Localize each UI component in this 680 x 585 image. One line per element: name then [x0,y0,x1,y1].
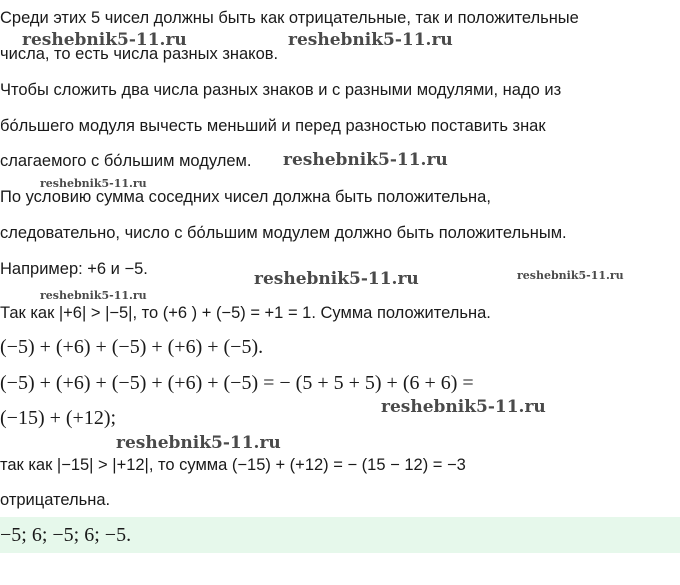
text-line: По условию сумма соседних чисел должна быть положительна, [0,188,491,206]
text-line: так как |−15| > |+12|, то сумма (−15) + (+12) = − (15 − 12) = −3 [0,456,466,474]
math-line: (−5) + (+6) + (−5) + (+6) + (−5). [0,336,264,358]
watermark: reshebnik5-11.ru [254,269,419,289]
answer-text: −5; 6; −5; 6; −5. [0,524,132,546]
math-line: (−5) + (+6) + (−5) + (+6) + (−5) = − (5 + 5 + 5) + (6 + 6) = [0,372,474,394]
watermark: reshebnik5-11.ru [283,150,448,170]
text-line: отрицательна. [0,491,111,509]
text-line: следовательно, число с бо́льшим модулем должно быть положительным. [0,224,567,242]
text-line: Чтобы сложить два числа разных знаков и с разными модулями, надо из [0,81,562,99]
text-line: бо́льшего модуля вычесть меньший и перед разностью поставить знак [0,117,546,135]
watermark: reshebnik5-11.ru [40,289,147,302]
watermark: reshebnik5-11.ru [381,397,546,417]
watermark: reshebnik5-11.ru [288,30,453,50]
watermark: reshebnik5-11.ru [517,269,624,282]
watermark: reshebnik5-11.ru [116,433,281,453]
text-line: числа, то есть числа разных знаков. [0,45,279,63]
watermark: reshebnik5-11.ru [22,30,187,50]
text-line: Например: +6 и −5. [0,260,148,278]
watermark: reshebnik5-11.ru [40,177,147,190]
text-line: Так как |+6| > |−5|, то (+6 ) + (−5) = +1 = 1. Сумма положительна. [0,304,491,322]
text-line: Среди этих 5 чисел должны быть как отрицательные, так и положительные [0,9,579,27]
math-line: (−15) + (+12); [0,407,117,429]
text-line: слагаемого с бо́льшим модулем. [0,152,252,170]
